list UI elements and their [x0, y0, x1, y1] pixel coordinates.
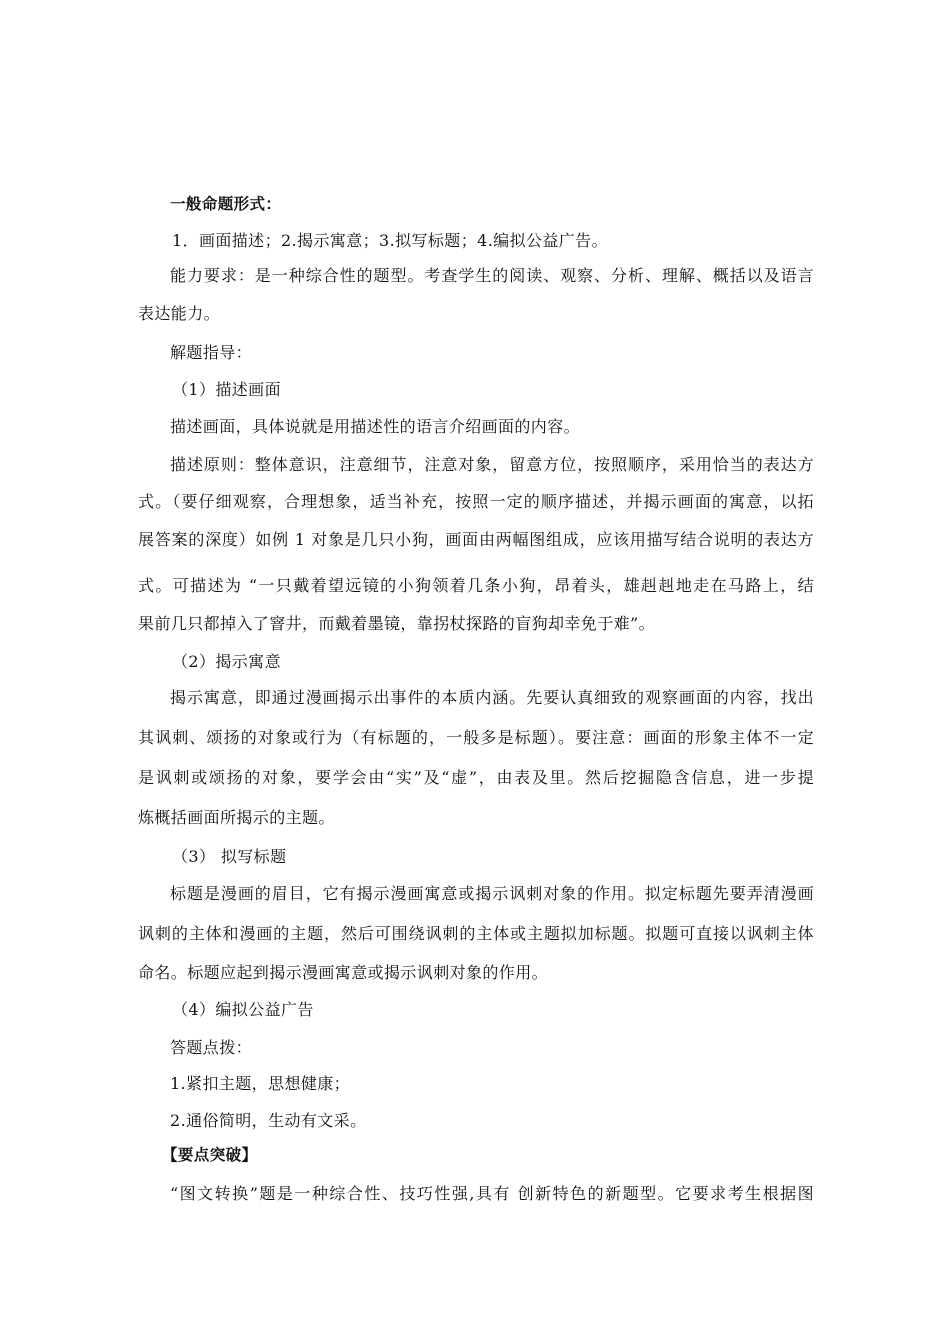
- section-heading-key-points: 【要点突破】: [162, 1146, 258, 1164]
- paragraph-describe-principles-line-1: 描述原则：整体意识，注意细节，注意对象，留意方位，按照顺序，采用恰当的表达方: [170, 455, 814, 474]
- paragraph-reveal-meaning-line-2: 其讽刺、颂扬的对象或行为（有标题的，一般多是标题）。要注意：画面的形象主体不一定: [138, 728, 814, 747]
- paragraph-key-points-line-1: “图文转换”题是一种综合性、技巧性强,具有 创新特色的新题型。它要求考生根据图: [170, 1184, 814, 1203]
- answer-tip-1: 1.紧扣主题，思想健康；: [170, 1074, 351, 1093]
- paragraph-write-title-line-1: 标题是漫画的眉目，它有揭示漫画寓意或揭示讽刺对象的作用。拟定标题先要弄清漫画: [170, 884, 814, 903]
- solving-guide-heading: 解题指导：: [170, 343, 253, 362]
- question-forms-list: 1．画面描述；2.揭示寓意；3.拟写标题；4.编拟公益广告。: [172, 231, 608, 250]
- subheading-write-title: （3） 拟写标题: [172, 847, 287, 866]
- paragraph-write-title-line-3: 命名。标题应起到揭示漫画寓意或揭示讽刺对象的作用。: [138, 963, 549, 982]
- subheading-public-ad: （4）编拟公益广告: [172, 1000, 314, 1019]
- paragraph-reveal-meaning-line-3: 是讽刺或颂扬的对象，要学会由“实”及“虚”，由表及里。然后挖掘隐含信息，进一步提: [138, 768, 814, 787]
- ability-requirements-line-1: 能力要求：是一种综合性的题型。考查学生的阅读、观察、分析、理解、概括以及语言: [170, 266, 814, 285]
- paragraph-write-title-line-2: 讽刺的主体和漫画的主题，然后可围绕讽刺的主体或主题拟加标题。拟题可直接以讽刺主体: [138, 924, 814, 943]
- paragraph-reveal-meaning-line-1: 揭示寓意，即通过漫画揭示出事件的本质内涵。先要认真细致的观察画面的内容，找出: [170, 688, 814, 707]
- subheading-reveal-meaning: （2）揭示寓意: [172, 652, 281, 671]
- answer-tips-heading: 答题点拨：: [170, 1038, 253, 1057]
- paragraph-describe-principles-line-5: 果前几只都掉入了窨井，而戴着墨镜，靠拐杖探路的盲狗却幸免于难”。: [138, 614, 655, 633]
- paragraph-describe-principles-line-2: 式。（要仔细观察，合理想象，适当补充，按照一定的顺序描述，并揭示画面的寓意，以拓: [138, 492, 814, 511]
- ability-requirements-line-2: 表达能力。: [138, 304, 221, 323]
- paragraph-reveal-meaning-line-4: 炼概括画面所揭示的主题。: [138, 808, 335, 827]
- subheading-describe-picture: （1）描述画面: [172, 380, 281, 399]
- paragraph-describe-intro: 描述画面，具体说就是用描述性的语言介绍画面的内容。: [170, 417, 581, 436]
- answer-tip-2: 2.通俗简明，生动有文采。: [170, 1111, 367, 1130]
- paragraph-describe-principles-line-4: 式。可描述为 “一只戴着望远镜的小狗领着几条小狗，昂着头，雄赳赳地走在马路上，结: [138, 576, 814, 595]
- paragraph-describe-principles-line-3: 展答案的深度）如例 1 对象是几只小狗，画面由两幅图组成，应该用描写结合说明的表达方: [138, 530, 814, 549]
- section-heading-question-forms: 一般命题形式：: [170, 195, 282, 213]
